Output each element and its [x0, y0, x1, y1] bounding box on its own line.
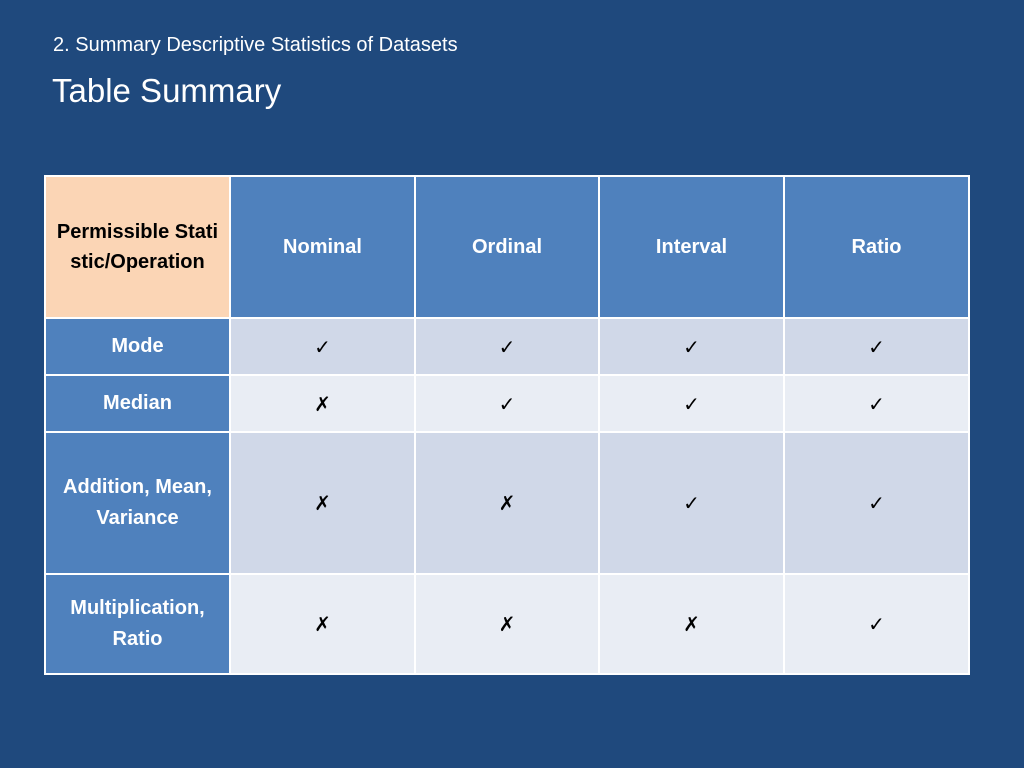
mode-nominal-cell: ✓ [230, 318, 415, 375]
column-header-ordinal: Ordinal [415, 176, 599, 318]
slide-title: Table Summary [52, 72, 282, 109]
table-row-addition-mean-variance [45, 432, 969, 574]
row-header-multiplication-ratio: Multiplication, Ratio [45, 574, 230, 674]
column-header-nominal: Nominal [230, 176, 415, 318]
median-ratio-cell: ✓ [784, 375, 969, 432]
addition-nominal-cell: ✗ [230, 432, 415, 574]
median-nominal-cell: ✗ [230, 375, 415, 432]
multiplication-nominal-cell: ✗ [230, 574, 415, 674]
mode-ratio-cell: ✓ [784, 318, 969, 375]
multiplication-ratio-cell: ✓ [784, 574, 969, 674]
median-interval-cell: ✓ [599, 375, 784, 432]
table-header-row [45, 176, 969, 318]
column-header-ratio: Ratio [784, 176, 969, 318]
median-ordinal-cell: ✓ [415, 375, 599, 432]
column-header-interval: Interval [599, 176, 784, 318]
table-row-median [45, 375, 969, 432]
multiplication-interval-cell: ✗ [599, 574, 784, 674]
table-row-multiplication-ratio [45, 574, 969, 674]
mode-ordinal-cell: ✓ [415, 318, 599, 375]
row-header-median: Median [45, 375, 230, 432]
addition-ordinal-cell: ✗ [415, 432, 599, 574]
table-row-mode [45, 318, 969, 375]
row-header-mode: Mode [45, 318, 230, 375]
addition-interval-cell: ✓ [599, 432, 784, 574]
mode-interval-cell: ✓ [599, 318, 784, 375]
summary-table [44, 175, 970, 675]
slide-subtitle: 2. Summary Descriptive Statistics of Datasets [53, 34, 458, 56]
corner-header: Permissible Statistic/Operation [45, 176, 230, 318]
multiplication-ordinal-cell: ✗ [415, 574, 599, 674]
row-header-addition-mean-variance: Addition, Mean, Variance [45, 432, 230, 574]
addition-ratio-cell: ✓ [784, 432, 969, 574]
